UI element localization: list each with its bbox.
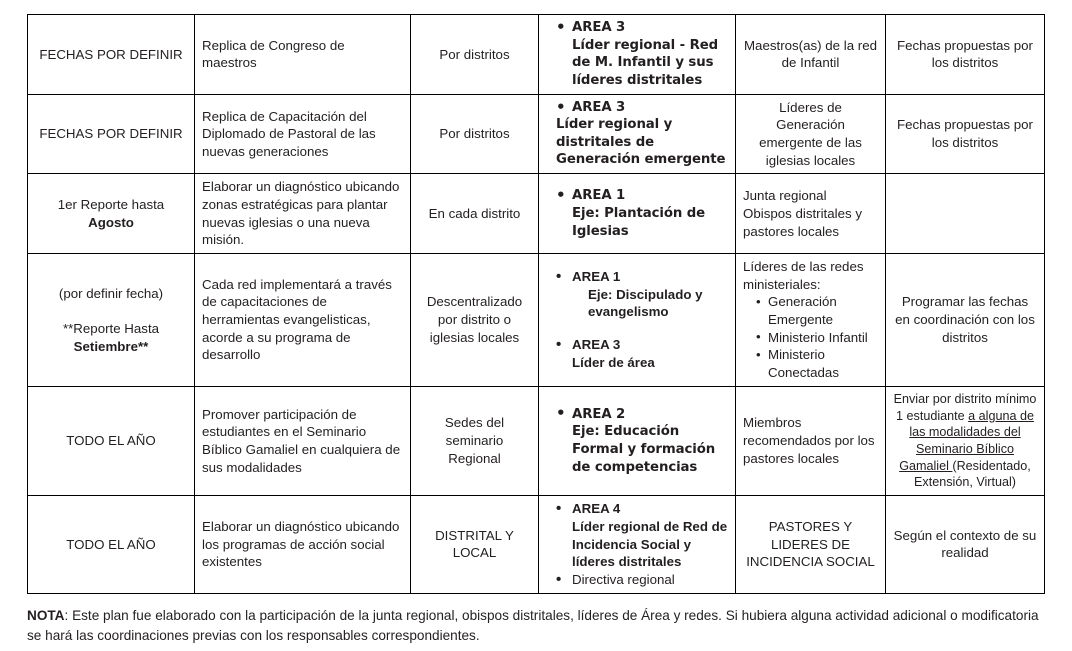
cell-place: Descentralizado por distrito o iglesias locales: [411, 254, 539, 387]
cell-place: Por distritos: [411, 15, 539, 95]
area-detail: Líder regional de Red de Incidencia Social y líderes distritales: [572, 518, 728, 570]
area-title: • Directiva regional: [572, 571, 675, 587]
cell-area: [539, 386, 736, 495]
area-detail: Líder regional - Red de M. Infantil y sus líderes distritales: [572, 37, 719, 89]
area-list-item: [546, 500, 728, 571]
area-title: • AREA 3: [572, 100, 626, 116]
cell-responsible: Líderes de Generación emergente de las iglesias locales: [736, 94, 886, 174]
date-line-1: 1er Reporte hasta: [57, 197, 165, 213]
area-list: [546, 406, 728, 477]
area-detail: Líder regional y distritales de Generación emergente: [556, 117, 726, 168]
cell-date: FECHAS POR DEFINIR: [28, 94, 195, 174]
cell-observation: [886, 386, 1045, 495]
annual-plan-table: [27, 14, 1045, 594]
list-item: • Generación Emergente: [756, 293, 878, 328]
date-line-1: (por definir fecha): [58, 285, 164, 301]
list-item: • Ministerio Conectadas: [756, 346, 878, 381]
area-title: • AREA 3: [572, 20, 626, 35]
cell-area: [539, 254, 736, 387]
cell-activity: Cada red implementará a través de capacitaciones de herramientas evangelisticas, acorde a su programa de desarrollo: [195, 254, 411, 387]
area-title: • AREA 1: [572, 269, 621, 285]
area-title: • AREA 3: [572, 337, 621, 353]
area-detail: Eje: Discipulado y evangelismo: [588, 286, 703, 320]
cell-responsible: Miembros recomendados por los pastores locales: [736, 386, 886, 495]
cell-activity: Promover participación de estudiantes en el Seminario Bíblico Gamaliel en cualquiera de sus modalidades: [195, 386, 411, 495]
cell-responsible: PASTORES Y LIDERES DE INCIDENCIA SOCIAL: [736, 496, 886, 593]
area-list-item: [546, 406, 728, 477]
cell-place: En cada distrito: [411, 174, 539, 254]
table-row: [28, 496, 1045, 593]
area-detail: Eje: Educación Formal y formación de competencias: [572, 424, 716, 475]
cell-area: [539, 496, 736, 593]
cell-place: DISTRITAL Y LOCAL: [411, 496, 539, 593]
area-list-item: [546, 268, 728, 321]
note-text: : Este plan fue elaborado con la participación de la junta regional, obispos distritales, líderes de Área y redes. Si hubiera alguna actividad adicional o modificatoria se hará las coordinaciones previas con los responsables correspondientes.: [27, 608, 1039, 643]
date-line-2: Agosto: [88, 214, 134, 230]
area-list-item: [546, 99, 728, 117]
cell-responsible: Junta regional Obispos distritales y pastores locales: [736, 174, 886, 254]
area-list-item: [546, 571, 728, 589]
cell-place: Sedes del seminario Regional: [411, 386, 539, 495]
cell-observation: Según el contexto de su realidad: [886, 496, 1045, 593]
cell-date: FECHAS POR DEFINIR: [28, 15, 195, 95]
area-list-item: [546, 187, 728, 240]
date-line-2: **Reporte Hasta: [62, 320, 160, 336]
cell-date: TODO EL AÑO: [28, 496, 195, 593]
cell-activity: Elaborar un diagnóstico ubicando los programas de acción social existentes: [195, 496, 411, 593]
area-title: • AREA 1: [572, 188, 626, 204]
observation-text-2: (Residentado, Extensión, Virtual): [914, 458, 1031, 490]
area-list-item: [546, 19, 728, 90]
cell-activity: Replica de Capacitación del Diplomado de Pastoral de las nuevas generaciones: [195, 94, 411, 174]
cell-date: TODO EL AÑO: [28, 386, 195, 495]
table-row: [28, 254, 1045, 387]
cell-activity: Elaborar un diagnóstico ubicando zonas estratégicas para plantar nuevas iglesias o una nueva misión.: [195, 174, 411, 254]
cell-area: [539, 94, 736, 174]
area-list: [546, 187, 728, 240]
area-list-item: [546, 336, 728, 371]
table-row: [28, 94, 1045, 174]
observation-text-1: Enviar por distrito mínimo 1 estudiante: [893, 391, 1037, 423]
area-title: • AREA 4: [572, 501, 621, 517]
area-list: [546, 99, 728, 117]
note-paragraph: [27, 606, 1049, 645]
list-item: • Ministerio Infantil: [756, 329, 878, 347]
cell-area: [539, 15, 736, 95]
cell-responsible: [736, 254, 886, 387]
cell-responsible: Maestros(as) de la red de Infantil: [736, 15, 886, 95]
cell-date: [28, 174, 195, 254]
cell-observation: Fechas propuestas por los distritos: [886, 15, 1045, 95]
area-list: [546, 268, 728, 372]
area-list: [546, 19, 728, 90]
table-row: [28, 386, 1045, 495]
observation-text-underlined: a alguna de las modalidades del Seminario Bíblico Gamaliel: [899, 408, 1034, 473]
cell-observation: Fechas propuestas por los distritos: [886, 94, 1045, 174]
area-list: [546, 500, 728, 588]
cell-observation: Programar las fechas en coordinación con los distritos: [886, 254, 1045, 387]
date-line-3: Setiembre**: [73, 338, 149, 354]
responsible-heading: Líderes de las redes ministeriales:: [743, 259, 864, 292]
cell-place: Por distritos: [411, 94, 539, 174]
area-title: • AREA 2: [572, 406, 626, 422]
cell-observation: [886, 174, 1045, 254]
note-label: NOTA: [27, 608, 65, 623]
area-detail: Líder de área: [572, 355, 655, 371]
cell-area: [539, 174, 736, 254]
table-row: [28, 15, 1045, 95]
responsible-sub-list: [743, 293, 878, 381]
area-detail: Eje: Plantación de Iglesias: [572, 205, 706, 239]
table-row: [28, 174, 1045, 254]
cell-activity: Replica de Congreso de maestros: [195, 15, 411, 95]
cell-date: [28, 254, 195, 387]
